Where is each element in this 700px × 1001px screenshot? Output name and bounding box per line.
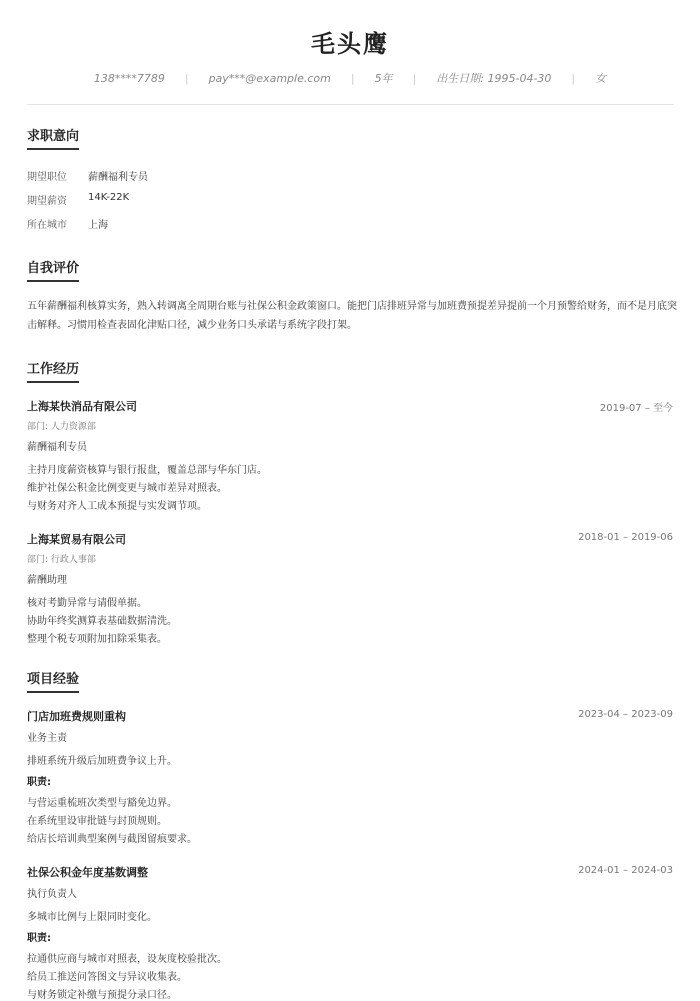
project-bullet: 与营运重梳班次类型与豁免边界。 [27,798,177,809]
project-desc: 排班系统升级后加班费争议上升。 [27,756,177,767]
project-duty-label: 职责: [27,933,51,944]
work-bullet: 协助年终奖测算表基础数据清洗。 [27,616,177,627]
section-title-summary: 自我评价 [27,261,80,276]
row-value: 上海 [88,220,108,231]
phone: 138****7789 [93,71,165,85]
section-underline [27,148,79,150]
work-bullet: 核对考勤异常与请假单据。 [27,598,147,609]
work-role: 薪酬福利专员 [27,442,87,453]
project-desc: 多城市比例与上限同时变化。 [27,912,157,923]
email: pay***@example.com [208,71,331,85]
work-date: 2018-01 – 2019-06 [578,532,673,543]
project-duty-label: 职责: [27,777,51,788]
section-title-work: 工作经历 [27,362,80,377]
row-key: 所在城市 [27,220,67,231]
work-bullet: 维护社保公积金比例变更与城市差异对照表。 [27,483,227,494]
separator: | [571,71,576,85]
work-dept: 部门: 人力资源部 [27,422,96,432]
work-company: 上海某贸易有限公司 [27,533,126,546]
work-role: 薪酬助理 [27,575,67,586]
row-key: 期望职位 [27,172,67,183]
row-value: 薪酬福利专员 [88,172,148,183]
row-value: 14K-22K [88,192,130,203]
section-underline [27,381,79,383]
separator: | [412,71,417,85]
header-divider [27,104,674,105]
section-title-intention: 求职意向 [27,129,80,144]
project-name: 社保公积金年度基数调整 [27,866,148,879]
work-company: 上海某快消品有限公司 [27,400,137,413]
separator: | [350,71,355,85]
summary-text: 五年薪酬福利核算实务，熟入转调离全周期台账与社保公积金政策窗口。能把门店排班异常与加班费预提差异提前一个月预警给财务，而不是月底突击解释。习惯用检查表固化津贴口径，减少业务口头承诺与系统字段打架。 [27,301,677,331]
candidate-name: 毛头鹰 [311,30,389,58]
project-role: 执行负责人 [27,889,77,900]
intention-row-salary [27,192,129,207]
birth-date: 出生日期: 1995-04-30 [436,72,552,85]
work-date: 2019-07 – 至今 [599,403,673,414]
separator: | [184,71,189,85]
project-date: 2024-01 – 2024-03 [578,865,673,876]
work-dept: 部门: 行政人事部 [27,555,96,565]
intention-row-city [27,216,108,231]
work-bullet: 与财务对齐人工成本预提与实发调节项。 [27,501,207,512]
work-bullet: 整理个税专项附加扣除采集表。 [27,634,167,645]
work-bullet: 主持月度薪资核算与银行报盘，覆盖总部与华东门店。 [27,465,267,476]
section-title-projects: 项目经验 [27,672,80,687]
project-bullet: 与财务锁定补缴与预提分录口径。 [27,990,177,1001]
section-underline [27,691,79,693]
project-bullet: 在系统里设审批链与封顶规则。 [27,816,167,827]
project-bullet: 给店长培训典型案例与截图留痕要求。 [27,834,197,845]
row-key: 期望薪资 [27,196,67,207]
project-date: 2023-04 – 2023-09 [578,709,673,720]
project-bullet: 给员工推送问答图文与异议收集表。 [27,972,187,983]
project-bullet: 拉通供应商与城市对照表，设灰度校验批次。 [27,954,227,965]
gender: 女 [595,72,607,85]
experience-years: 5年 [374,72,393,85]
section-underline [27,280,79,282]
project-role: 业务主责 [27,733,67,744]
contact-bar [0,70,700,86]
intention-row-position [27,168,148,183]
project-name: 门店加班费规则重构 [27,710,126,723]
